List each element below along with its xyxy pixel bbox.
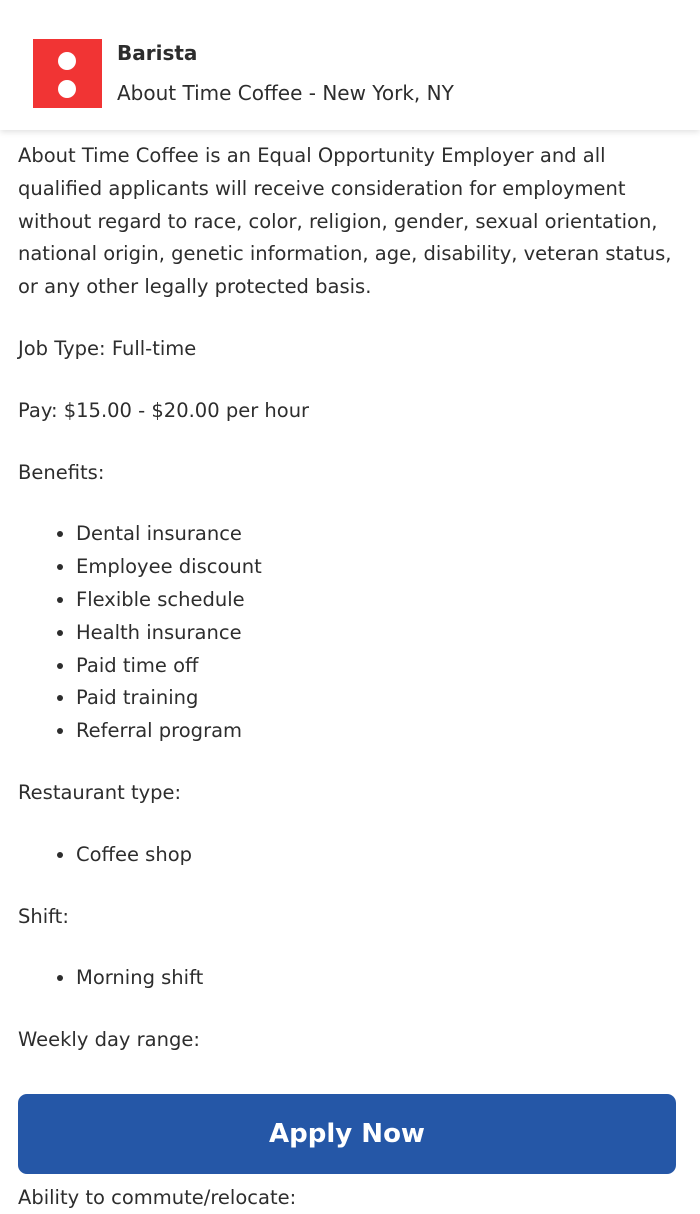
list-item: • Paid time off <box>76 650 682 683</box>
eeo-statement: About Time Coffee is an Equal Opportunity Employer and all qualified applicants will receive consideration for employment without regard to race, color, religion, gender, sexual orientation, national origin, genetic information, age, disability, veteran status, or any other legally protected basis. <box>18 144 672 299</box>
apply-now-button[interactable]: Apply Now <box>18 1094 676 1174</box>
weekly-day-range-heading: Weekly day range: <box>18 1028 200 1052</box>
logo-dot <box>58 80 76 98</box>
job-type: Job Type: Full-time <box>18 336 197 360</box>
commute-heading: Ability to commute/relocate: <box>18 1186 297 1209</box>
list-item: • Dental insurance <box>76 518 682 551</box>
list-item: • Morning shift <box>76 962 682 995</box>
list-item: • Coffee shop <box>76 839 682 872</box>
benefits-heading: Benefits: <box>18 460 105 484</box>
list-item: • Health insurance <box>76 617 682 650</box>
job-description <box>18 140 682 1086</box>
company-logo <box>33 39 102 108</box>
benefits-list <box>18 518 682 748</box>
job-title: Barista <box>117 41 198 65</box>
list-item: • Employee discount <box>76 551 682 584</box>
list-item: • Paid training <box>76 682 682 715</box>
pay-range: Pay: $15.00 - $20.00 per hour <box>18 398 310 422</box>
restaurant-type-list <box>18 839 682 872</box>
logo-dot <box>58 52 76 70</box>
list-item: • Referral program <box>76 715 682 748</box>
list-item: • Flexible schedule <box>76 584 682 617</box>
shift-list <box>18 962 682 995</box>
job-header <box>0 0 700 130</box>
shift-heading: Shift: <box>18 904 69 928</box>
company-location: About Time Coffee - New York, NY <box>117 81 454 105</box>
restaurant-type-heading: Restaurant type: <box>18 780 182 804</box>
